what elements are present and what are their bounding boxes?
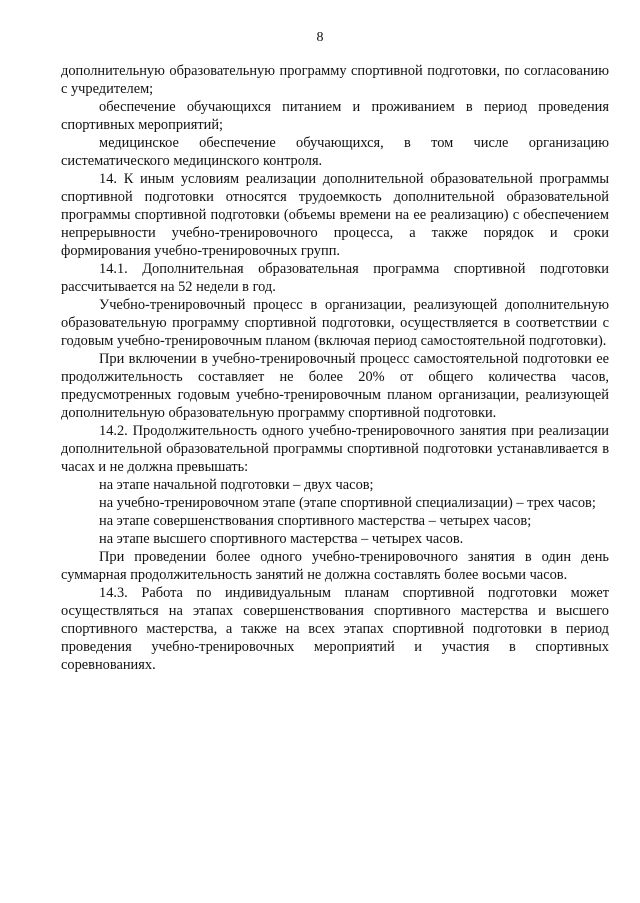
document-body — [61, 62, 609, 674]
paragraph-medical: медицинское обеспечение обучающихся, в том числе организацию систематического медицинского контроля. — [61, 135, 609, 169]
page-number: 8 — [316, 30, 324, 45]
paragraph-catering: обеспечение обучающихся питанием и проживанием в период проведения спортивных мероприятий; — [61, 99, 609, 133]
paragraph-multiple-sessions: При проведении более одного учебно-тренировочного занятия в один день суммарная продолжительность занятий не должна составлять более восьми часов. — [61, 549, 609, 583]
paragraph-14: 14. К иным условиям реализации дополнительной образовательной программы спортивной подготовки относятся трудоемкость дополнительной образовательной программы спортивной подготовки (объемы времени на ее реализацию) с обеспечением непрерывности учебно-тренировочного процесса, а также порядок и сроки формирования учебно-тренировочных групп. — [61, 171, 609, 259]
paragraph-training-process: Учебно-тренировочный процесс в организации, реализующей дополнительную образовательную программу спортивной подготовки, осуществляется в соответствии с годовым учебно-тренировочным планом (включая период самостоятельной подготовки). — [61, 297, 609, 349]
list-item-initial-stage: на этапе начальной подготовки – двух часов; — [99, 477, 374, 493]
paragraph-continuation: дополнительную образовательную программу спортивной подготовки, по согласованию с учредителем; — [61, 63, 609, 97]
paragraph-self-training: При включении в учебно-тренировочный процесс самостоятельной подготовки ее продолжительность составляет не более 20% от общего количества часов, предусмотренных годовым учебно-тренировочным планом организации, реализующей дополнительную образовательную программу спортивной подготовки. — [61, 351, 609, 421]
list-item-highest-stage: на этапе высшего спортивного мастерства – четырех часов. — [99, 531, 464, 547]
paragraph-14-2: 14.2. Продолжительность одного учебно-тренировочного занятия при реализации дополнительной образовательной программы спортивной подготовки устанавливается в часах и не должна превышать: — [61, 423, 609, 475]
paragraph-14-3: 14.3. Работа по индивидуальным планам спортивной подготовки может осуществляться на этапах совершенствования спортивного мастерства и высшего спортивного мастерства, а также на всех этапах спортивной подготовки в период проведения учебно-тренировочных мероприятий и участия в спортивных соревнованиях. — [61, 585, 609, 673]
list-item-improvement-stage: на этапе совершенствования спортивного мастерства – четырех часов; — [99, 513, 532, 529]
list-item-training-stage: на учебно-тренировочном этапе (этапе спортивной специализации) – трех часов; — [99, 495, 596, 511]
paragraph-14-1: 14.1. Дополнительная образовательная программа спортивной подготовки рассчитывается на 52 недели в год. — [61, 261, 609, 295]
